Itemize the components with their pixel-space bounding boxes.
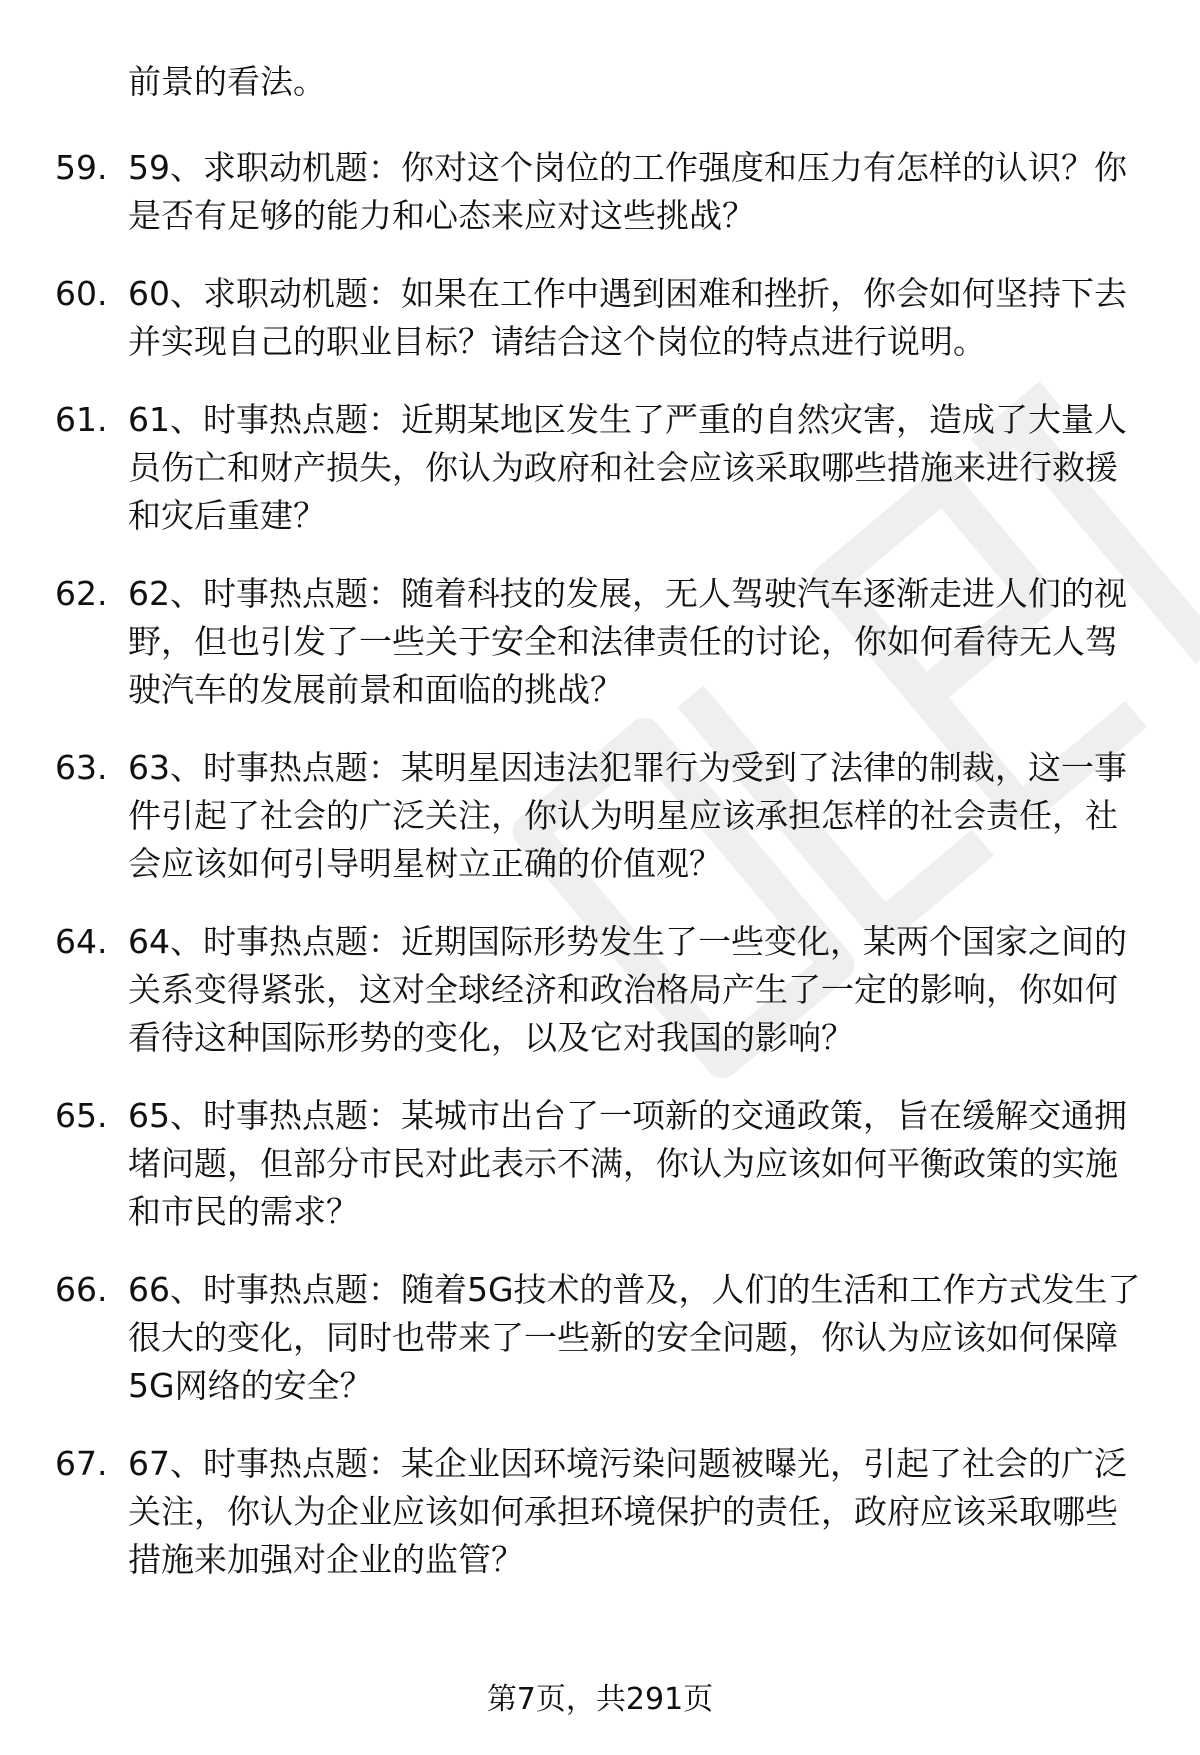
list-item [0, 396, 1200, 540]
question-number: 64. [55, 922, 108, 961]
list-item [0, 270, 1200, 366]
question-text: 64、时事热点题：近期国际形势发生了一些变化，某两个国家之间的关系变得紧张，这对全球经济和政治格局产生了一定的影响，你如何看待这种国际形势的变化，以及它对我国的影响？ [128, 922, 1127, 1057]
question-text: 65、时事热点题：某城市出台了一项新的交通政策，旨在缓解交通拥堵问题，但部分市民对此表示不满，你认为应该如何平衡政策的实施和市民的需求？ [128, 1096, 1127, 1231]
question-text: 66、时事热点题：随着5G技术的普及，人们的生活和工作方式发生了很大的变化，同时也带来了一些新的安全问题，你认为应该如何保障5G网络的安全？ [128, 1270, 1141, 1405]
list-item [0, 744, 1200, 888]
continuation-text: 前景的看法。 [128, 62, 326, 101]
question-number: 65. [55, 1096, 108, 1135]
list-item [0, 570, 1200, 714]
question-number: 61. [55, 400, 108, 439]
question-number: 66. [55, 1270, 108, 1309]
question-number: 59. [55, 148, 108, 187]
list-item [0, 1092, 1200, 1236]
question-text: 67、时事热点题：某企业因环境污染问题被曝光，引起了社会的广泛关注，你认为企业应该如何承担环境保护的责任，政府应该采取哪些措施来加强对企业的监管？ [128, 1444, 1127, 1579]
question-text: 59、求职动机题：你对这个岗位的工作强度和压力有怎样的认识？你是否有足够的能力和心态来应对这些挑战？ [128, 148, 1127, 235]
page-footer: 第7页，共291页 [486, 1682, 714, 1717]
question-number: 62. [55, 574, 108, 613]
question-number: 63. [55, 748, 108, 787]
list-item [0, 1440, 1200, 1584]
question-list [0, 144, 1200, 1614]
list-item [0, 1266, 1200, 1410]
list-item [0, 144, 1200, 240]
question-text: 63、时事热点题：某明星因违法犯罪行为受到了法律的制裁，这一事件引起了社会的广泛关注，你认为明星应该承担怎样的社会责任，社会应该如何引导明星树立正确的价值观？ [128, 748, 1127, 883]
question-text: 60、求职动机题：如果在工作中遇到困难和挫折，你会如何坚持下去并实现自己的职业目标？请结合这个岗位的特点进行说明。 [128, 274, 1127, 361]
list-item [0, 918, 1200, 1062]
question-text: 62、时事热点题：随着科技的发展，无人驾驶汽车逐渐走进人们的视野，但也引发了一些关于安全和法律责任的讨论，你如何看待无人驾驶汽车的发展前景和面临的挑战？ [128, 574, 1127, 709]
question-text: 61、时事热点题：近期某地区发生了严重的自然灾害，造成了大量人员伤亡和财产损失，你认为政府和社会应该采取哪些措施来进行救援和灾后重建？ [128, 400, 1127, 535]
question-number: 60. [55, 274, 108, 313]
question-number: 67. [55, 1444, 108, 1483]
